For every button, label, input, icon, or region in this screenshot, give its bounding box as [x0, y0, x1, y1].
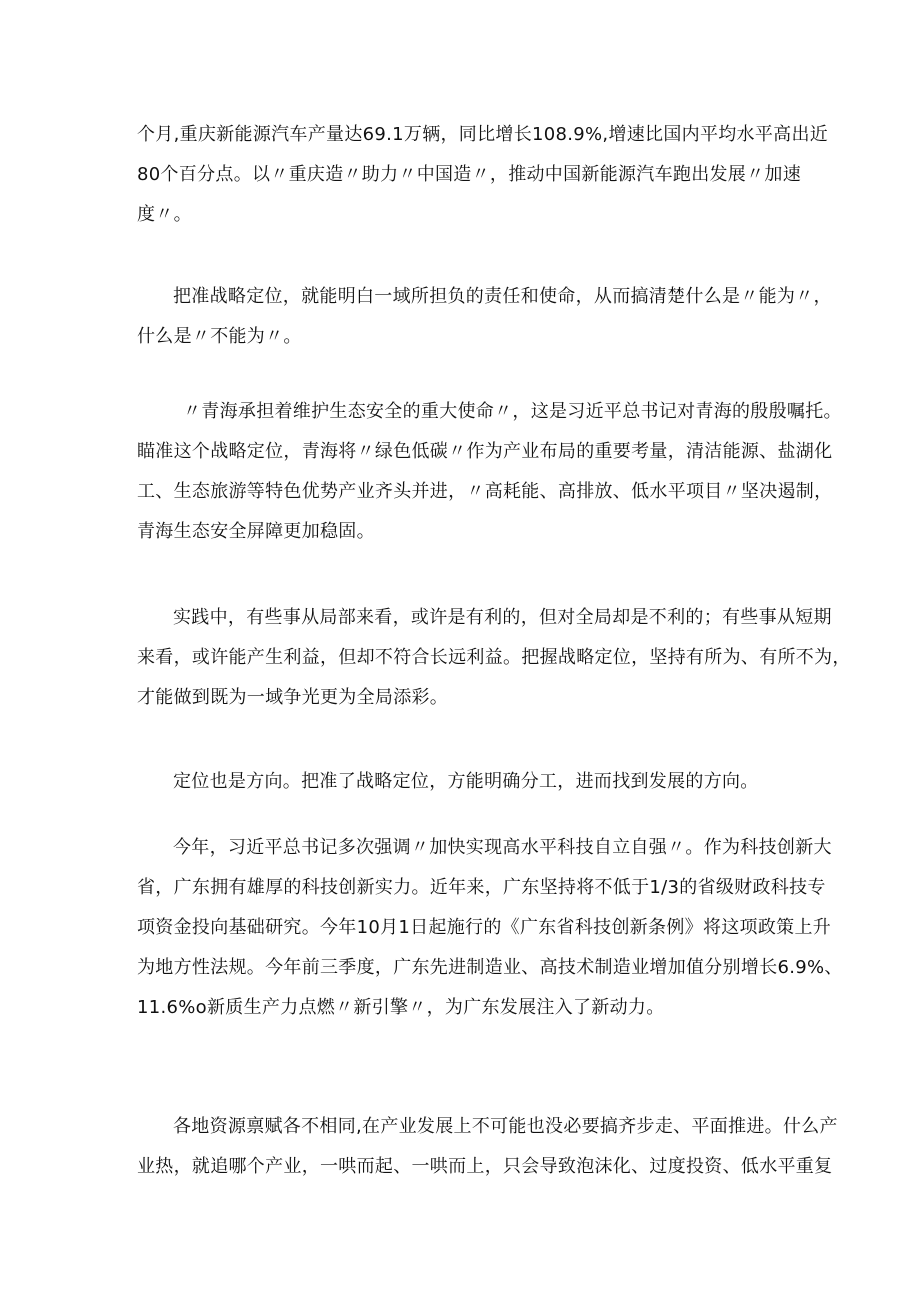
text-line: 〃青海承担着维护生态安全的重大使命〃，这是习近平总书记对青海的殷殷嘱托。 — [183, 401, 842, 422]
text-line: 什么是〃不能为〃。 — [137, 326, 302, 347]
paragraph-guangdong — [137, 828, 843, 1028]
text-line: 为地方性法规。今年前三季度，广东先进制造业、高技术制造业增加值分别增长6.9%、 — [137, 957, 843, 978]
text-line: 瞄准这个战略定位，青海将〃绿色低碳〃作为产业布局的重要考量，清洁能源、盐湖化 — [137, 441, 833, 462]
text-line: 才能做到既为一域争光更为全局添彩。 — [137, 687, 449, 708]
paragraph-resources — [137, 1107, 838, 1187]
paragraph-practice — [137, 598, 851, 718]
text-line: 80个百分点。以〃重庆造〃助力〃中国造〃，推动中国新能源汽车跑出发展〃加速 — [137, 164, 802, 185]
text-line: 各地资源禀赋各不相同,在产业发展上不可能也没必要搞齐步走、平面推进。什么产 — [173, 1116, 838, 1137]
paragraph-qinghai — [137, 392, 842, 552]
text-line: 定位也是方向。把准了战略定位，方能明确分工，进而找到发展的方向。 — [173, 771, 759, 792]
text-line: 今年，习近平总书记多次强调〃加快实现高水平科技自立自强〃。作为科技创新大 — [173, 837, 832, 858]
text-line: 工、生态旅游等特色优势产业齐头并进，〃高耗能、高排放、低水平项目〃坚决遏制， — [137, 481, 833, 502]
text-line: 青海生态安全屏障更加稳固。 — [137, 521, 375, 542]
text-line: 个月,重庆新能源汽车产量达69.1万辆，同比增长108.9%,增速比国内平均水平高出近 — [137, 124, 829, 145]
text-line: 实践中，有些事从局部来看，或许是有利的，但对全局却是不利的；有些事从短期 — [173, 607, 832, 628]
paragraph-strategic-positioning — [137, 277, 832, 357]
text-line: 项资金投向基础研究。今年10月1日起施行的《广东省科技创新条例》将这项政策上升 — [137, 917, 832, 938]
paragraph-chongqing — [137, 115, 829, 235]
text-line: 把准战略定位，就能明白一域所担负的责任和使命，从而搞清楚什么是〃能为〃， — [173, 286, 832, 307]
text-line: 度〃。 — [137, 204, 192, 225]
text-line: 来看，或许能产生利益，但却不符合长远利益。把握战略定位，坚持有所为、有所不为， — [137, 647, 851, 668]
text-line: 业热，就追哪个产业，一哄而起、一哄而上，只会导致泡沫化、过度投资、低水平重复 — [137, 1156, 833, 1177]
text-line: 省，广东拥有雄厚的科技创新实力。近年来，广东坚持将不低于1/3的省级财政科技专 — [137, 877, 826, 898]
paragraph-direction — [137, 762, 787, 802]
text-line: 11.6%o新质生产力点燃〃新引擎〃，为广东发展注入了新动力。 — [137, 997, 665, 1018]
